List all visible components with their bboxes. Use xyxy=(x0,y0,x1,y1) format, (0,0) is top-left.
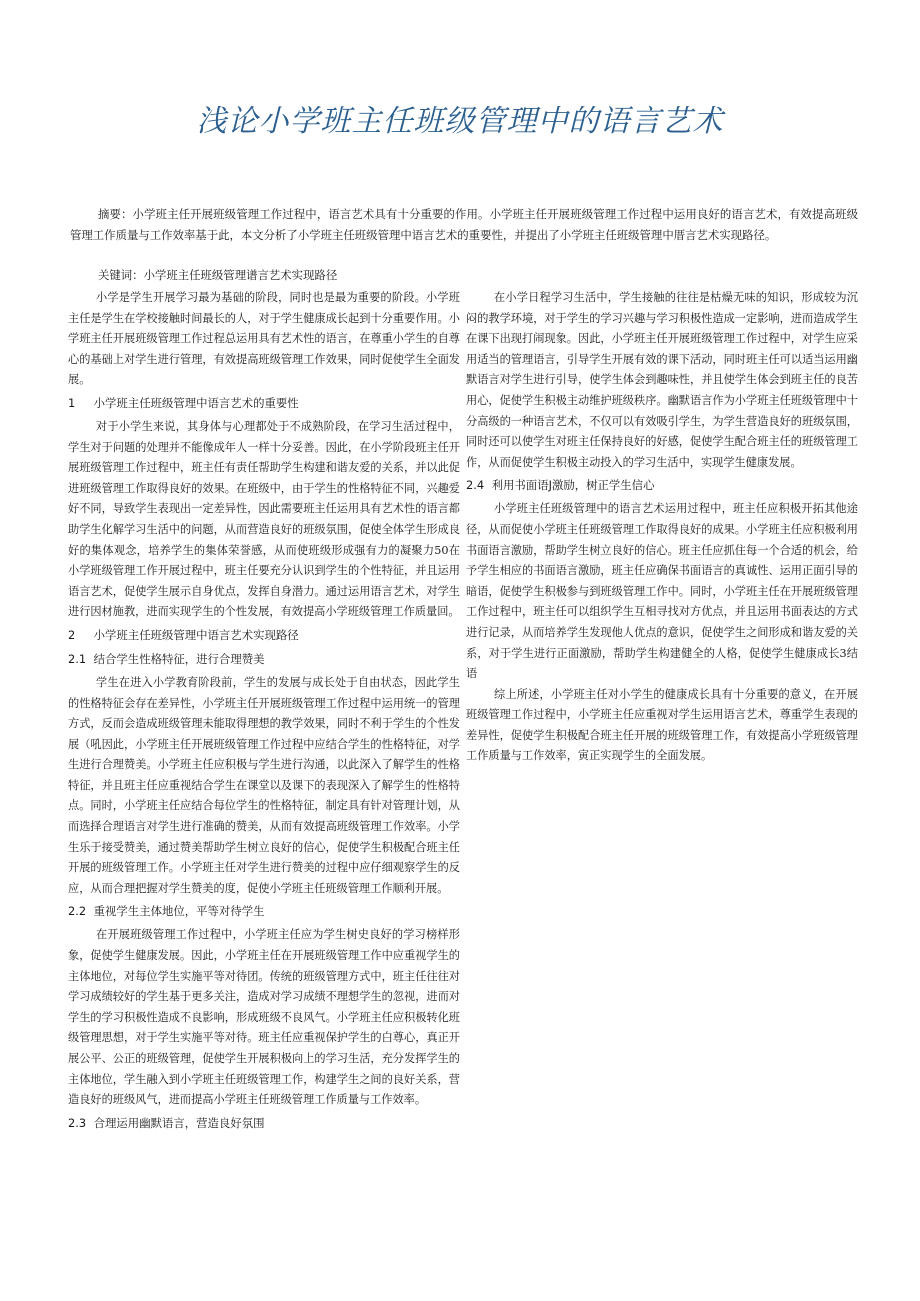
section-number: 2.1 xyxy=(68,651,87,666)
intro-paragraph: 小学是学生开展学习最为基础的阶段，同时也是最为重要的阶段。小学班主任是学生在学校接触时间最长的人，对于学生健康成长起到十分重要作用。小学班主任开展班级管理工作过程总运用具有艺术性的语言，在尊重小学生的自尊心的基础上对学生进行管理，有效提高班级管理工作效果，同时促使学生全面发展。 xyxy=(68,291,460,387)
section-title: 小学班主任班级管理中语言艺术的重要性 xyxy=(93,395,299,410)
document-title: 浅论小学班主任班级管理中的语言艺术 xyxy=(196,104,724,139)
section-title: 利用书面语J激励，树正学生信心 xyxy=(491,478,655,493)
subsection-heading-2-3 xyxy=(68,1113,460,1134)
section-title: 小学班主任班级管理中语言艺术实现路径 xyxy=(93,627,299,642)
section-number: 2.4 xyxy=(466,478,485,493)
section-number: 2.3 xyxy=(68,1115,87,1130)
paragraph-2-3: 在小学日程学习生活中，学生接触的往往是枯燥无味的知识，形成较为沉闷的教学环境，对于学生的学习兴趣与学习积极性造成一定影响，进而造成学生在课下出现打闹现象。因此，小学班主任开展班级管理工作过程中，对学生应采用适当的管理语言，引导学生开展有效的课下活动，同时班主任可以适当运用幽默语言对学生进行引导，使学生体会到趣味性，并且使学生体会到班主任的良苦用心，促使学生积极主动维护班级秩序。幽默语言作为小学班主任班级管理中十分高级的一种语言艺术，不仅可以有效吸引学生，为学生营造良好的班级氛围，同时还可以使学生对班主任保持良好的好感，促使学生配合班主任的班级管理工作，从而促使学生积极主动投入的学习生活中，实现学生健康发展。 xyxy=(466,291,858,469)
section-number: 2.2 xyxy=(68,904,87,919)
right-column xyxy=(466,288,858,767)
section-heading-1 xyxy=(68,393,460,414)
paragraph-importance: 对于小学生来说，其身体与心理都处于不成熟阶段，在学习生活过程中，学生对于问题的处理并不能像成年人一样十分妥善。因此，在小学阶段班主任开展班级管理工作过程中，班主任有责任帮助学生构建和谐友爱的关系，并以此促进班级管理工作取得良好的效果。在班级中，由于学生的性格特征不同，兴趣爱好不同，导致学生表现出一定差异性，因此需要班主任运用具有艺术性的语言都助学生化解学习生活中的问题，从而营造良好的班级氛围，促使全体学生形成良好的集体观念，培养学生的集体荣誉感，从而使班级形成强有力的凝聚力50在小学班级管理工作开展过程中，班主任要充分认识到学生的个性特征，并且运用语言艺术，促使学生展示自身优点，发挥自身潜力。通过运用语言艺术，对学生进行因材施教，进而实现学生的个性发展，有效提高小学班级管理工作质量回。 xyxy=(68,419,460,619)
section-title: 合理运用幽默语言，营造良好氛围 xyxy=(93,1115,265,1130)
section-heading-2 xyxy=(68,625,460,646)
subsection-heading-2-4 xyxy=(466,475,858,496)
abstract: 摘要：小学班主任开展班级管理工作过程中，语言艺术具有十分重要的作用。小学班主任开展班级管理工作过程中运用良好的语言艺术，有效提高班级管理工作质量与工作效率基于此，本文分析了小学班主任班级管理中语言艺术的重要性，并提出了小学班主任班级管理中厝言艺术实现路径。 xyxy=(70,207,858,242)
paragraph-2-4: 小学班主任班级管理中的语言艺术运用过程中，班主任应积极开拓其他途径，从而促使小学班主任班级管理工作取得良好的成果。小学班主任应积极利用书面语言激励，帮助学生树立良好的信心。班主任应抓住每一个合适的机会，给予学生相应的书面语言激励，班主任应确保书面语言的真诚性、运用正面引导的暗语，促使学生积极参与到班级管理工作中。同时，小学班主任在开展班级管理工作过程中，班主任可以组织学生互相寻找对方优点，并且运用书面表达的方式进行记录，从而培养学生发现他人优点的意识，促使学生之间形成和谐友爱的关系，对于学生进行正面激励，帮助学生构建健全的人格，促使学生健康成长3结语 xyxy=(466,502,858,681)
paragraph-2-2: 在开展班级管理工作过程中，小学班主任应为学生树史良好的学习榜样形象，促使学生健康发展。因此，小学班主任在开展班级管理工作中应重视学生的主体地位，对每位学生实施平等对待团。传统的班级管理方式中，班主任往往对学习成绩较好的学生基于更多关注，造成对学习成绩不理想学生的忽视，进而对学生的学习积极性造成不良影响，形成班级不良风气。小学班主任应积极转化班级管理思想，对于学生实施平等对待。班主任应重视保护学生的白尊心，真正开展公平、公正的班级管理，促使学生开展积极向上的学习生活，充分发挥学生的主体地位，学生融入到小学班主任班级管理工作，构建学生之间的良好关系，营造良好的班级风气，进而提高小学班主任班级管理工作质量与工作效率。 xyxy=(68,928,460,1107)
left-column xyxy=(68,288,460,1137)
section-number: 2 xyxy=(68,627,76,642)
section-number: 1 xyxy=(68,395,76,410)
section-title: 重视学生主体地位，平等对待学生 xyxy=(93,904,265,919)
paragraph-2-1: 学生在进入小学教育阶段前，学生的发展与成长处于自由状态，因此学生的性格特征会存在差异性，小学班主任开展班级管理工作过程中运用统一的管理方式，反而会造成班级管理未能取得理想的教学效果，同时不利于学生的个性发展（吼因此，小学班主任开展班级管理工作过程中应结合学生的性格特征，对学生进行合理赞美。小学班主任应积极与学生进行沟通，以此深入了解学生的性格特征，并且班主任应重视结合学生在课堂以及课下的表现深入了解学生的性格特点。同时，小学班主任应结合每位学生的性格特征，制定具有针对管理计划，从而选择合理语言对学生进行准确的赞美，从而有效提高班级管理工作效率。小学生乐于接受赞美，通过赞美帮助学生树立良好的信心，促使学生积极配合班主任开展的班级管理工作。小学班主任对学生进行赞美的过程中应仔细观察学生的反应，从而合理把握对学生赞美的度，促使小学班主任班级管理工作顺利开展。 xyxy=(68,675,460,895)
section-title: 结合学生性格特征，进行合理赞美 xyxy=(93,651,265,666)
subsection-heading-2-2 xyxy=(68,901,460,922)
subsection-heading-2-1 xyxy=(68,649,460,670)
conclusion-paragraph: 综上所述，小学班主任对小学生的健康成长具有十分重要的意义，在开展班级管理工作过程中，小学班主任应重视对学生运用语言艺术，尊重学生表现的差异性，促使学生积极配合班主任开展的班级管理工作，有效提高小学班级管理工作质量与工作效率，寅正实现学生的全面发展。 xyxy=(466,687,858,763)
keywords: 关键词：小学班主任班级管理谱言艺术实现路径 xyxy=(98,268,338,282)
